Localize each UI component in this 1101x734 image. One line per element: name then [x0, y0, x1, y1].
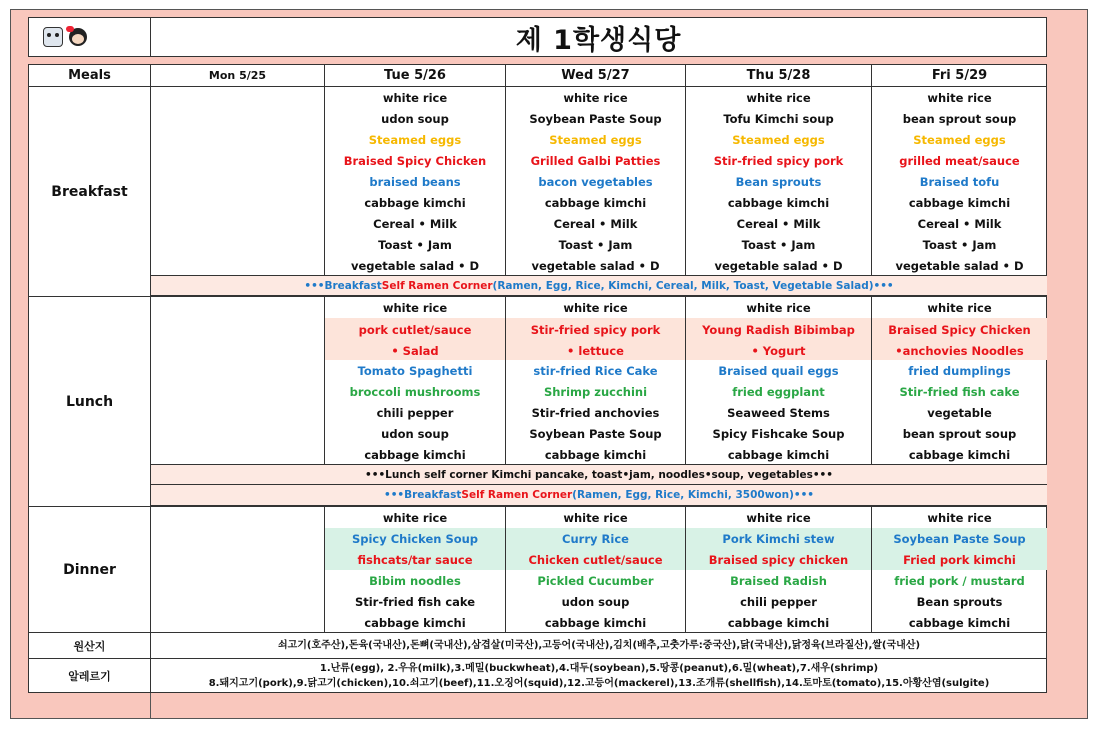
dinner-menu-item: Braised spicy chicken — [686, 549, 871, 570]
lunch-menu-item: broccoli mushrooms — [349, 384, 481, 399]
lunch-menu-item: • Salad — [325, 341, 505, 360]
lunch-menu-item: Stir-fried spicy pork — [506, 318, 685, 341]
breakfast-menu-item: white rice — [746, 90, 811, 105]
lunch-menu-item: fried eggplant — [732, 384, 825, 399]
band-text-pre: •••Breakfast — [304, 279, 382, 292]
dinner-column-wed — [506, 507, 686, 633]
dinner-menu-item: white rice — [927, 510, 992, 525]
lunch-self-corner-band — [151, 464, 1047, 485]
lunch-column-thu — [686, 297, 872, 464]
breakfast-menu-item: Cereal • Milk — [736, 216, 821, 231]
dinner-menu-item: udon soup — [561, 594, 630, 609]
breakfast-menu-item: bean sprout soup — [902, 111, 1017, 126]
lunch-ramen-corner-band — [151, 485, 1047, 506]
dinner-column-fri — [872, 507, 1047, 633]
dinner-menu-item: Bean sprouts — [916, 594, 1003, 609]
breakfast-menu-item: white rice — [563, 90, 628, 105]
dinner-menu-item: chili pepper — [740, 594, 817, 609]
lunch-menu-item: cabbage kimchi — [727, 447, 830, 462]
lunch-column-fri — [872, 297, 1047, 464]
divider — [29, 506, 1047, 507]
lunch-menu-item: udon soup — [381, 426, 449, 441]
band-text-pre: •••Breakfast — [383, 489, 462, 501]
dinner-menu-item: cabbage kimchi — [908, 615, 1011, 630]
dinner-menu-item: cabbage kimchi — [364, 615, 466, 630]
dinner-menu-item: Fried pork kimchi — [872, 549, 1047, 570]
lunch-menu-item: Stir-fried anchovies — [531, 405, 660, 420]
dinner-menu-item: white rice — [563, 510, 628, 525]
lunch-column-tue — [325, 297, 506, 464]
robot-mascot-icon — [43, 27, 63, 47]
origin-text: 쇠고기(호주산),돈육(국내산),돈뼈(국내산),삼겹살(미국산),고등어(국내산),김치(배추,고춧가루:중국산),닭(국내산),닭정육(브라질산),쌀(국내산) — [277, 640, 921, 651]
breakfast-menu-item: Cereal • Milk — [917, 216, 1002, 231]
meal-label-dinner: Dinner — [29, 507, 151, 633]
breakfast-menu-item: cabbage kimchi — [908, 195, 1011, 210]
bottom-divider — [150, 692, 151, 718]
header-thu: Thu 5/28 — [686, 65, 872, 87]
band-text-mid: Self Ramen Corner — [381, 279, 493, 292]
breakfast-menu-item: vegetable salad • D — [895, 258, 1024, 273]
dinner-column-thu — [686, 507, 872, 633]
breakfast-column-mon — [151, 87, 325, 275]
band-text-mid: Self Ramen Corner — [461, 489, 573, 501]
lunch-menu-item: cabbage kimchi — [908, 447, 1011, 462]
breakfast-menu-item: white rice — [927, 90, 992, 105]
dinner-menu-item: cabbage kimchi — [544, 615, 647, 630]
lunch-menu-item: Soybean Paste Soup — [529, 426, 662, 441]
divider — [29, 296, 1047, 297]
breakfast-menu-item: cabbage kimchi — [364, 195, 466, 210]
lunch-menu-item: pork cutlet/sauce — [325, 318, 505, 341]
lunch-menu-item: vegetable — [927, 405, 992, 420]
breakfast-menu-item: Toast • Jam — [741, 237, 816, 252]
lunch-menu-item: Braised Spicy Chicken — [872, 318, 1047, 341]
logo — [28, 17, 151, 57]
lunch-menu-item: white rice — [746, 300, 811, 315]
breakfast-menu-item: Steamed eggs — [732, 132, 825, 147]
allergy-line-2: 8.돼지고기(pork),9.닭고기(chicken),10.쇠고기(beef),11.오징어(squid),12.고등어(mackerel),13.조개류(shellfish),14.토마토(tomato),15.아황산염(sulgite) — [208, 678, 990, 689]
dinner-menu-item: Pickled Cucumber — [537, 573, 654, 588]
dinner-menu-item: cabbage kimchi — [727, 615, 830, 630]
lunch-menu-item: Tomato Spaghetti — [357, 363, 473, 378]
meal-label-origin: 원산지 — [29, 633, 151, 659]
breakfast-menu-item: Steamed eggs — [549, 132, 642, 147]
breakfast-menu-item: Toast • Jam — [378, 237, 452, 252]
band-text-post: (Ramen, Egg, Rice, Kimchi, Cereal, Milk, Toast, Vegetable Salad)••• — [492, 279, 894, 292]
breakfast-self-corner-band — [151, 275, 1047, 296]
lunch-menu-item: white rice — [382, 300, 448, 315]
breakfast-menu-item: Stir-fried spicy pork — [713, 153, 844, 168]
allergy-line-1: 1.난류(egg), 2.우유(milk),3.메밀(buckwheat),4.대두(soybean),5.땅콩(peanut),6.밀(wheat),7.새우(shrimp) — [319, 663, 879, 674]
lunch-menu-item: Braised quail eggs — [718, 363, 839, 378]
header-wed: Wed 5/27 — [506, 65, 686, 87]
breakfast-menu-item: white rice — [382, 90, 448, 105]
breakfast-menu-item: vegetable salad • D — [350, 258, 479, 273]
lunch-menu-item: Stir-fried fish cake — [899, 384, 1020, 399]
dinner-column-mon — [151, 507, 325, 633]
breakfast-menu-item: Soybean Paste Soup — [529, 111, 662, 126]
dinner-menu-item: Spicy Chicken Soup — [325, 528, 505, 549]
breakfast-column-fri — [872, 87, 1047, 275]
page-title: 제 1학생식당 — [150, 17, 1047, 57]
dinner-menu-item: Stir-fried fish cake — [354, 594, 476, 609]
dinner-menu-item: Pork Kimchi stew — [686, 528, 871, 549]
girl-mascot-icon — [69, 28, 87, 46]
dinner-column-tue — [325, 507, 506, 633]
dinner-menu-item: white rice — [746, 510, 811, 525]
dinner-menu-item: Braised Radish — [730, 573, 827, 588]
lunch-menu-item: white rice — [927, 300, 992, 315]
breakfast-menu-item: Bean sprouts — [735, 174, 822, 189]
breakfast-menu-item: Steamed eggs — [368, 132, 462, 147]
dinner-menu-item: Bibim noodles — [369, 573, 461, 588]
dinner-menu-item: white rice — [382, 510, 448, 525]
dinner-menu-item: fried pork / mustard — [894, 573, 1025, 588]
breakfast-menu-item: grilled meat/sauce — [899, 153, 1020, 168]
lunch-menu-item: Spicy Fishcake Soup — [712, 426, 845, 441]
breakfast-column-tue — [325, 87, 506, 275]
breakfast-column-wed — [506, 87, 686, 275]
breakfast-menu-item: bacon vegetables — [538, 174, 653, 189]
breakfast-menu-item: vegetable salad • D — [714, 258, 843, 273]
breakfast-menu-item: cabbage kimchi — [544, 195, 647, 210]
lunch-band-text: •••Lunch self corner Kimchi pancake, toast•jam, noodles•soup, vegetables••• — [365, 468, 833, 481]
breakfast-menu-item: Cereal • Milk — [373, 216, 457, 231]
breakfast-menu-item: Tofu Kimchi soup — [723, 111, 834, 126]
meal-label-allergy: 알레르기 — [29, 659, 151, 693]
dinner-menu-item: Soybean Paste Soup — [872, 528, 1047, 549]
breakfast-menu-item: cabbage kimchi — [727, 195, 830, 210]
breakfast-menu-item: vegetable salad • D — [531, 258, 660, 273]
origin-info — [151, 633, 1047, 658]
lunch-menu-item: Seaweed Stems — [727, 405, 830, 420]
breakfast-menu-item: Steamed eggs — [913, 132, 1006, 147]
header-mon: Mon 5/25 — [151, 65, 325, 87]
lunch-column-wed — [506, 297, 686, 464]
lunch-menu-item: white rice — [563, 300, 628, 315]
lunch-menu-item: chili pepper — [376, 405, 454, 420]
header-tue: Tue 5/26 — [325, 65, 506, 87]
breakfast-menu-item: Braised Spicy Chicken — [343, 153, 487, 168]
lunch-menu-item: Shrimp zucchini — [543, 384, 648, 399]
header-fri: Fri 5/29 — [872, 65, 1047, 87]
breakfast-column-thu — [686, 87, 872, 275]
breakfast-menu-item: Grilled Galbi Patties — [530, 153, 661, 168]
breakfast-menu-item: Cereal • Milk — [553, 216, 638, 231]
dinner-menu-item: fishcats/tar sauce — [325, 549, 505, 570]
lunch-menu-item: •anchovies Noodles — [872, 341, 1047, 360]
dinner-menu-item: Curry Rice — [506, 528, 685, 549]
lunch-menu-item: cabbage kimchi — [364, 447, 466, 462]
lunch-menu-item: stir-fried Rice Cake — [533, 363, 658, 378]
lunch-menu-item: • lettuce — [506, 341, 685, 360]
breakfast-menu-item: braised beans — [369, 174, 461, 189]
breakfast-menu-item: Braised tofu — [919, 174, 1000, 189]
lunch-column-mon — [151, 297, 325, 464]
breakfast-menu-item: udon soup — [381, 111, 449, 126]
header-meals: Meals — [29, 65, 151, 87]
breakfast-menu-item: Toast • Jam — [558, 237, 633, 252]
menu-table — [28, 64, 1047, 693]
dinner-menu-item: Chicken cutlet/sauce — [506, 549, 685, 570]
lunch-menu-item: fried dumplings — [908, 363, 1011, 378]
lunch-menu-item: • Yogurt — [686, 341, 871, 360]
lunch-menu-item: bean sprout soup — [902, 426, 1017, 441]
lunch-menu-item: Young Radish Bibimbap — [686, 318, 871, 341]
breakfast-menu-item: Toast • Jam — [922, 237, 997, 252]
meal-label-breakfast: Breakfast — [29, 87, 151, 297]
meal-label-lunch: Lunch — [29, 297, 151, 507]
allergy-info — [151, 659, 1047, 693]
lunch-menu-item: cabbage kimchi — [544, 447, 647, 462]
band-text-post: (Ramen, Egg, Rice, Kimchi, 3500won)••• — [572, 489, 815, 501]
bottom-rule — [10, 718, 1088, 719]
